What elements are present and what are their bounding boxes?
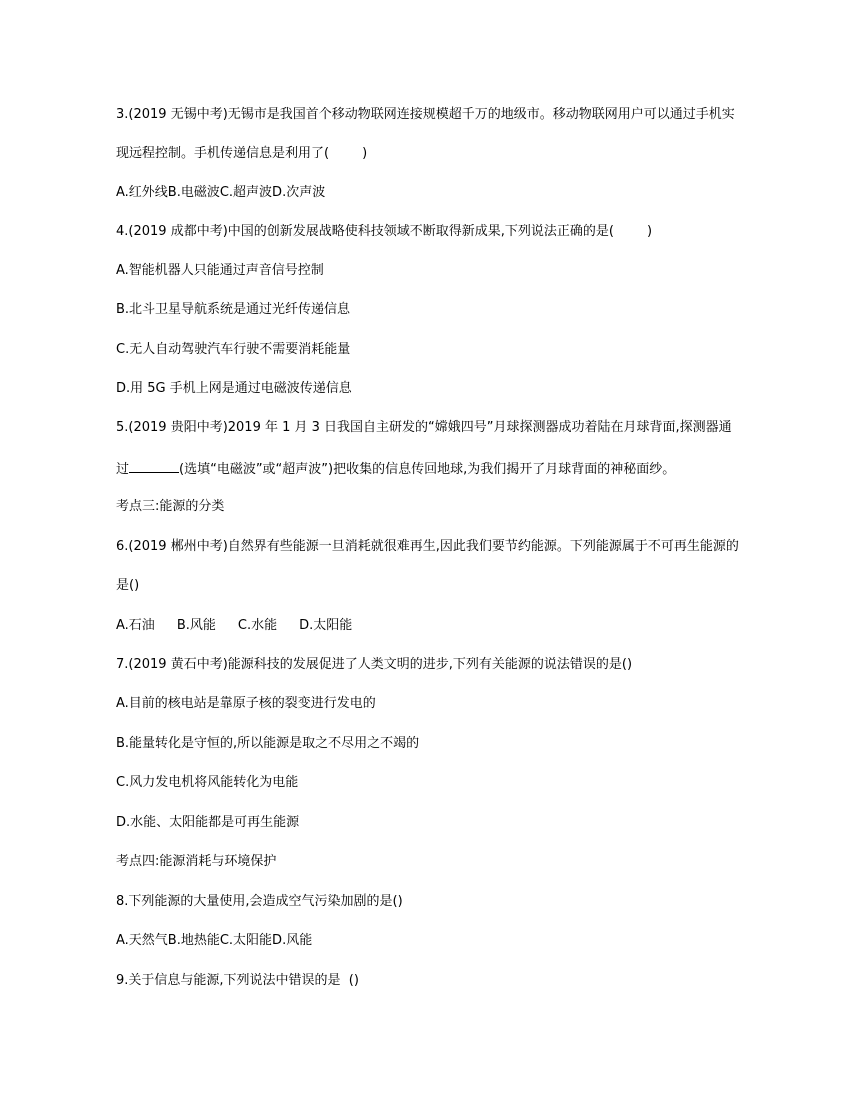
q8-stem: 8.下列能源的大量使用,会造成空气污染加剧的是() <box>116 894 403 909</box>
section-heading-3: 考点三:能源的分类 <box>116 499 225 514</box>
q5-stem-line1: 5.(2019 贵阳中考)2019 年 1 月 3 日我国自主研发的“嫦娥四号”月球探测器成功着陆在月球背面,探测器通 <box>116 420 732 435</box>
q5-stem-line2 <box>116 460 675 478</box>
q7-option-d: D.水能、太阳能都是可再生能源 <box>116 815 300 830</box>
q4-stem: 4.(2019 成都中考)中国的创新发展战略使科技领域不断取得新成果,下列说法正确的是( ) <box>116 224 653 239</box>
q7-stem: 7.(2019 黄石中考)能源科技的发展促进了人类文明的进步,下列有关能源的说法错误的是() <box>116 657 633 672</box>
q9-stem: 9.关于信息与能源,下列说法中错误的是 () <box>116 973 359 988</box>
q7-option-b: B.能量转化是守恒的,所以能源是取之不尽用之不竭的 <box>116 736 420 751</box>
q6-stem-line2: 是() <box>116 578 140 593</box>
q3-stem-line1: 3.(2019 无锡中考)无锡市是我国首个移动物联网连接规模超千万的地级市。移动物联网用户可以通过手机实 <box>116 107 735 122</box>
q4-option-a: A.智能机器人只能通过声音信号控制 <box>116 263 324 278</box>
q6-option-a: A.石油 <box>116 618 155 633</box>
q4-option-b: B.北斗卫星导航系统是通过光纤传递信息 <box>116 302 351 317</box>
q6-option-d: D.太阳能 <box>299 618 353 633</box>
q4-option-c: C.无人自动驾驶汽车行驶不需要消耗能量 <box>116 342 351 357</box>
q3-stem-line2: 现远程控制。手机传递信息是利用了( ) <box>116 146 368 161</box>
q6-option-c: C.水能 <box>237 618 278 633</box>
q5-line2-suffix: (选填“电磁波”或“超声波”)把收集的信息传回地球,为我们揭开了月球背面的神秘面纱。 <box>179 462 676 477</box>
q7-option-a: A.目前的核电站是靠原子核的裂变进行发电的 <box>116 696 376 711</box>
q5-answer-blank <box>129 460 179 473</box>
q6-options <box>116 618 352 634</box>
q7-option-c: C.风力发电机将风能转化为电能 <box>116 775 299 790</box>
q5-line2-prefix: 过 <box>116 462 130 477</box>
q3-options: A.红外线B.电磁波C.超声波D.次声波 <box>116 185 326 200</box>
q6-option-b: B.风能 <box>176 618 216 633</box>
q6-stem-line1: 6.(2019 郴州中考)自然界有些能源一旦消耗就很难再生,因此我们要节约能源。下列能源属于不可再生能源的 <box>116 539 739 554</box>
section-heading-4: 考点四:能源消耗与环境保护 <box>116 854 277 869</box>
q8-options: A.天然气B.地热能C.太阳能D.风能 <box>116 933 313 948</box>
q4-option-d: D.用 5G 手机上网是通过电磁波传递信息 <box>116 381 352 396</box>
